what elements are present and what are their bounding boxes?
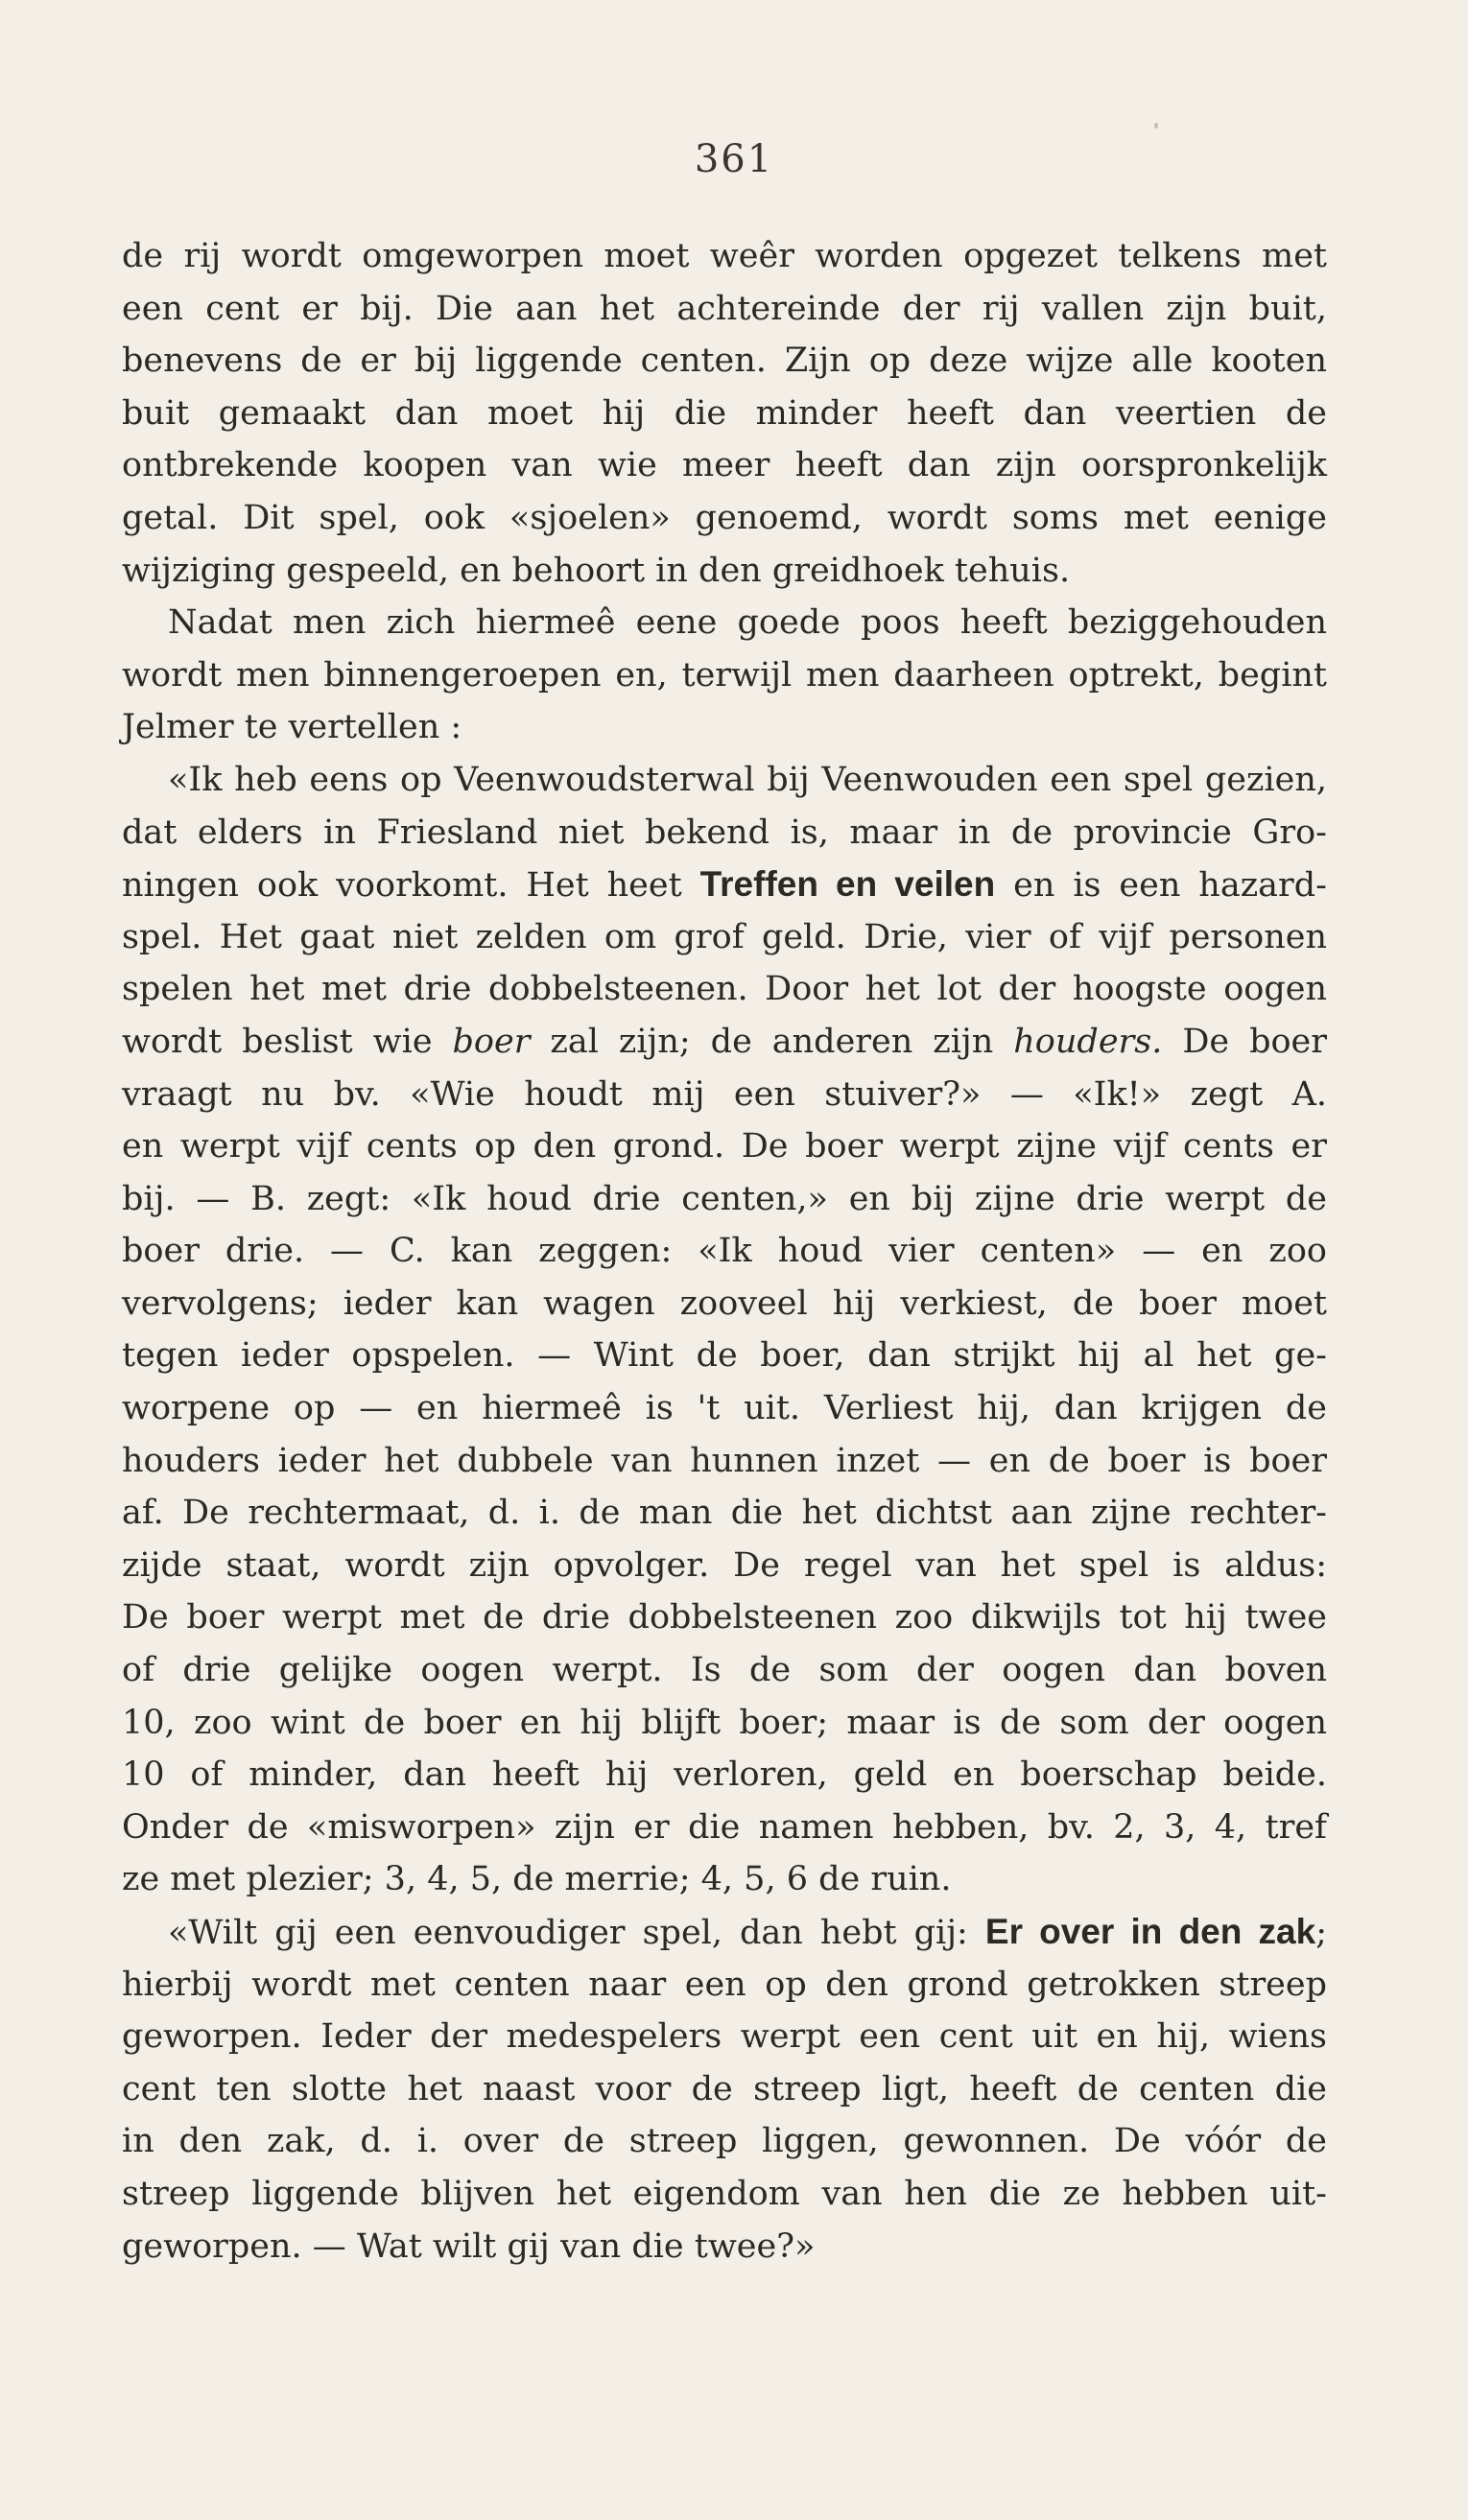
- text-line: wordt beslist wie boer zal zijn; de anderen zijn houders. De boer: [122, 1022, 1328, 1061]
- text-line: hierbij wordt met centen naar een op den grond getrokken streep: [122, 1965, 1327, 2004]
- paragraph-end-line: wijziging gespeeld, en behoort in den greidhoek tehuis.: [122, 551, 1071, 590]
- text-line: boer drie. — C. kan zeggen: «Ik houd vier centen» — en zoo: [122, 1232, 1327, 1271]
- text-line: wordt men binnengeroepen en, terwijl men daarheen optrekt, begint: [122, 655, 1327, 695]
- paragraph-start-line: «Wilt gij een eenvoudiger spel, dan hebt gij: Er over in den zak;: [168, 1912, 1327, 1952]
- text-line: in den zak, d. i. over de streep liggen, gewonnen. De vóór de: [122, 2122, 1327, 2161]
- text-line: worpene op — en hiermeê is 't uit. Verliest hij, dan krijgen de: [122, 1389, 1327, 1428]
- text-line: cent ten slotte het naast voor de streep ligt, heeft de centen die: [122, 2069, 1327, 2108]
- text-line: geworpen. Ieder der medespelers werpt een cent uit en hij, wiens: [122, 2017, 1327, 2057]
- text-line: vraagt nu bv. «Wie houdt mij een stuiver?» — «Ik!» zegt A.: [122, 1074, 1327, 1114]
- text-line: tegen ieder opspelen. — Wint de boer, dan strijkt hij al het ge-: [122, 1336, 1327, 1376]
- text-line: getal. Dit spel, ook «sjoelen» genoemd, wordt soms met eenige: [122, 498, 1327, 537]
- text-line: en werpt vijf cents op den grond. De boer werpt zijne vijf cents er: [122, 1127, 1327, 1166]
- italic-term-boer: boer: [452, 1022, 531, 1061]
- page-speck: [1154, 123, 1158, 129]
- text-line: ontbrekende koopen van wie meer heeft dan zijn oorspronkelijk: [122, 446, 1327, 485]
- text-line: af. De rechtermaat, d. i. de man die het dichtst aan zijne rechter-: [122, 1494, 1327, 1533]
- text-line: benevens de er bij liggende centen. Zijn op deze wijze alle kooten: [122, 341, 1327, 381]
- game-name-treffen-en-veilen: Treffen en veilen: [699, 864, 996, 905]
- text-line: bij. — B. zegt: «Ik houd drie centen,» en bij zijne drie werpt de: [122, 1179, 1327, 1218]
- text-line: spel. Het gaat niet zelden om grof geld. Drie, vier of vijf personen: [122, 917, 1327, 956]
- paragraph-end-line: ze met plezier; 3, 4, 5, de merrie; 4, 5, 6 de ruin.: [122, 1860, 952, 1899]
- text-line: De boer werpt met de drie dobbelsteenen zoo dikwijls tot hij twee: [122, 1598, 1327, 1637]
- text-line: een cent er bij. Die aan het achtereinde der rij vallen zijn buit,: [122, 289, 1327, 328]
- text-line: vervolgens; ieder kan wagen zooveel hij verkiest, de boer moet: [122, 1284, 1327, 1323]
- body-text: [122, 230, 1327, 2273]
- italic-term-houders: houders.: [1013, 1022, 1163, 1061]
- text-line: zijde staat, wordt zijn opvolger. De regel van het spel is aldus:: [122, 1545, 1327, 1585]
- text-line: de rij wordt omgeworpen moet weêr worden opgezet telkens met: [122, 237, 1327, 275]
- text-line: spelen het met drie dobbelsteenen. Door het lot der hoogste oogen: [122, 970, 1327, 1009]
- text-line: 10, zoo wint de boer en hij blijft boer; maar is de som der oogen: [122, 1703, 1327, 1742]
- text-line: dat elders in Friesland niet bekend is, maar in de provincie Gro-: [122, 813, 1327, 852]
- text-line: of drie gelijke oogen werpt. Is de som der oogen dan boven: [122, 1651, 1327, 1690]
- text-line: streep liggende blijven het eigendom van hen die ze hebben uit-: [122, 2174, 1327, 2213]
- page-number: 361: [694, 137, 774, 181]
- paragraph-end-line: geworpen. — Wat wilt gij van die twee?»: [122, 2226, 816, 2266]
- text-line: ningen ook voorkomt. Het heet Treffen en veilen en is een hazard-: [122, 864, 1327, 906]
- text-line: buit gemaakt dan moet hij die minder heeft dan veertien de: [122, 393, 1327, 433]
- text-line: Onder de «misworpen» zijn er die namen hebben, bv. 2, 3, 4, tref: [122, 1807, 1327, 1847]
- game-name-er-over-in-den-zak: Er over in den zak: [984, 1912, 1316, 1951]
- paragraph-start-line: Nadat men zich hiermeê eene goede poos heeft beziggehouden: [168, 603, 1327, 643]
- paragraph-end-line: Jelmer te vertellen :: [122, 708, 462, 747]
- text-line: 10 of minder, dan heeft hij verloren, geld en boerschap beide.: [122, 1755, 1327, 1795]
- paragraph-start-line: «Ik heb eens op Veenwoudsterwal bij Veenwouden een spel gezien,: [168, 760, 1327, 799]
- text-line: houders ieder het dubbele van hunnen inzet — en de boer is boer: [122, 1441, 1327, 1480]
